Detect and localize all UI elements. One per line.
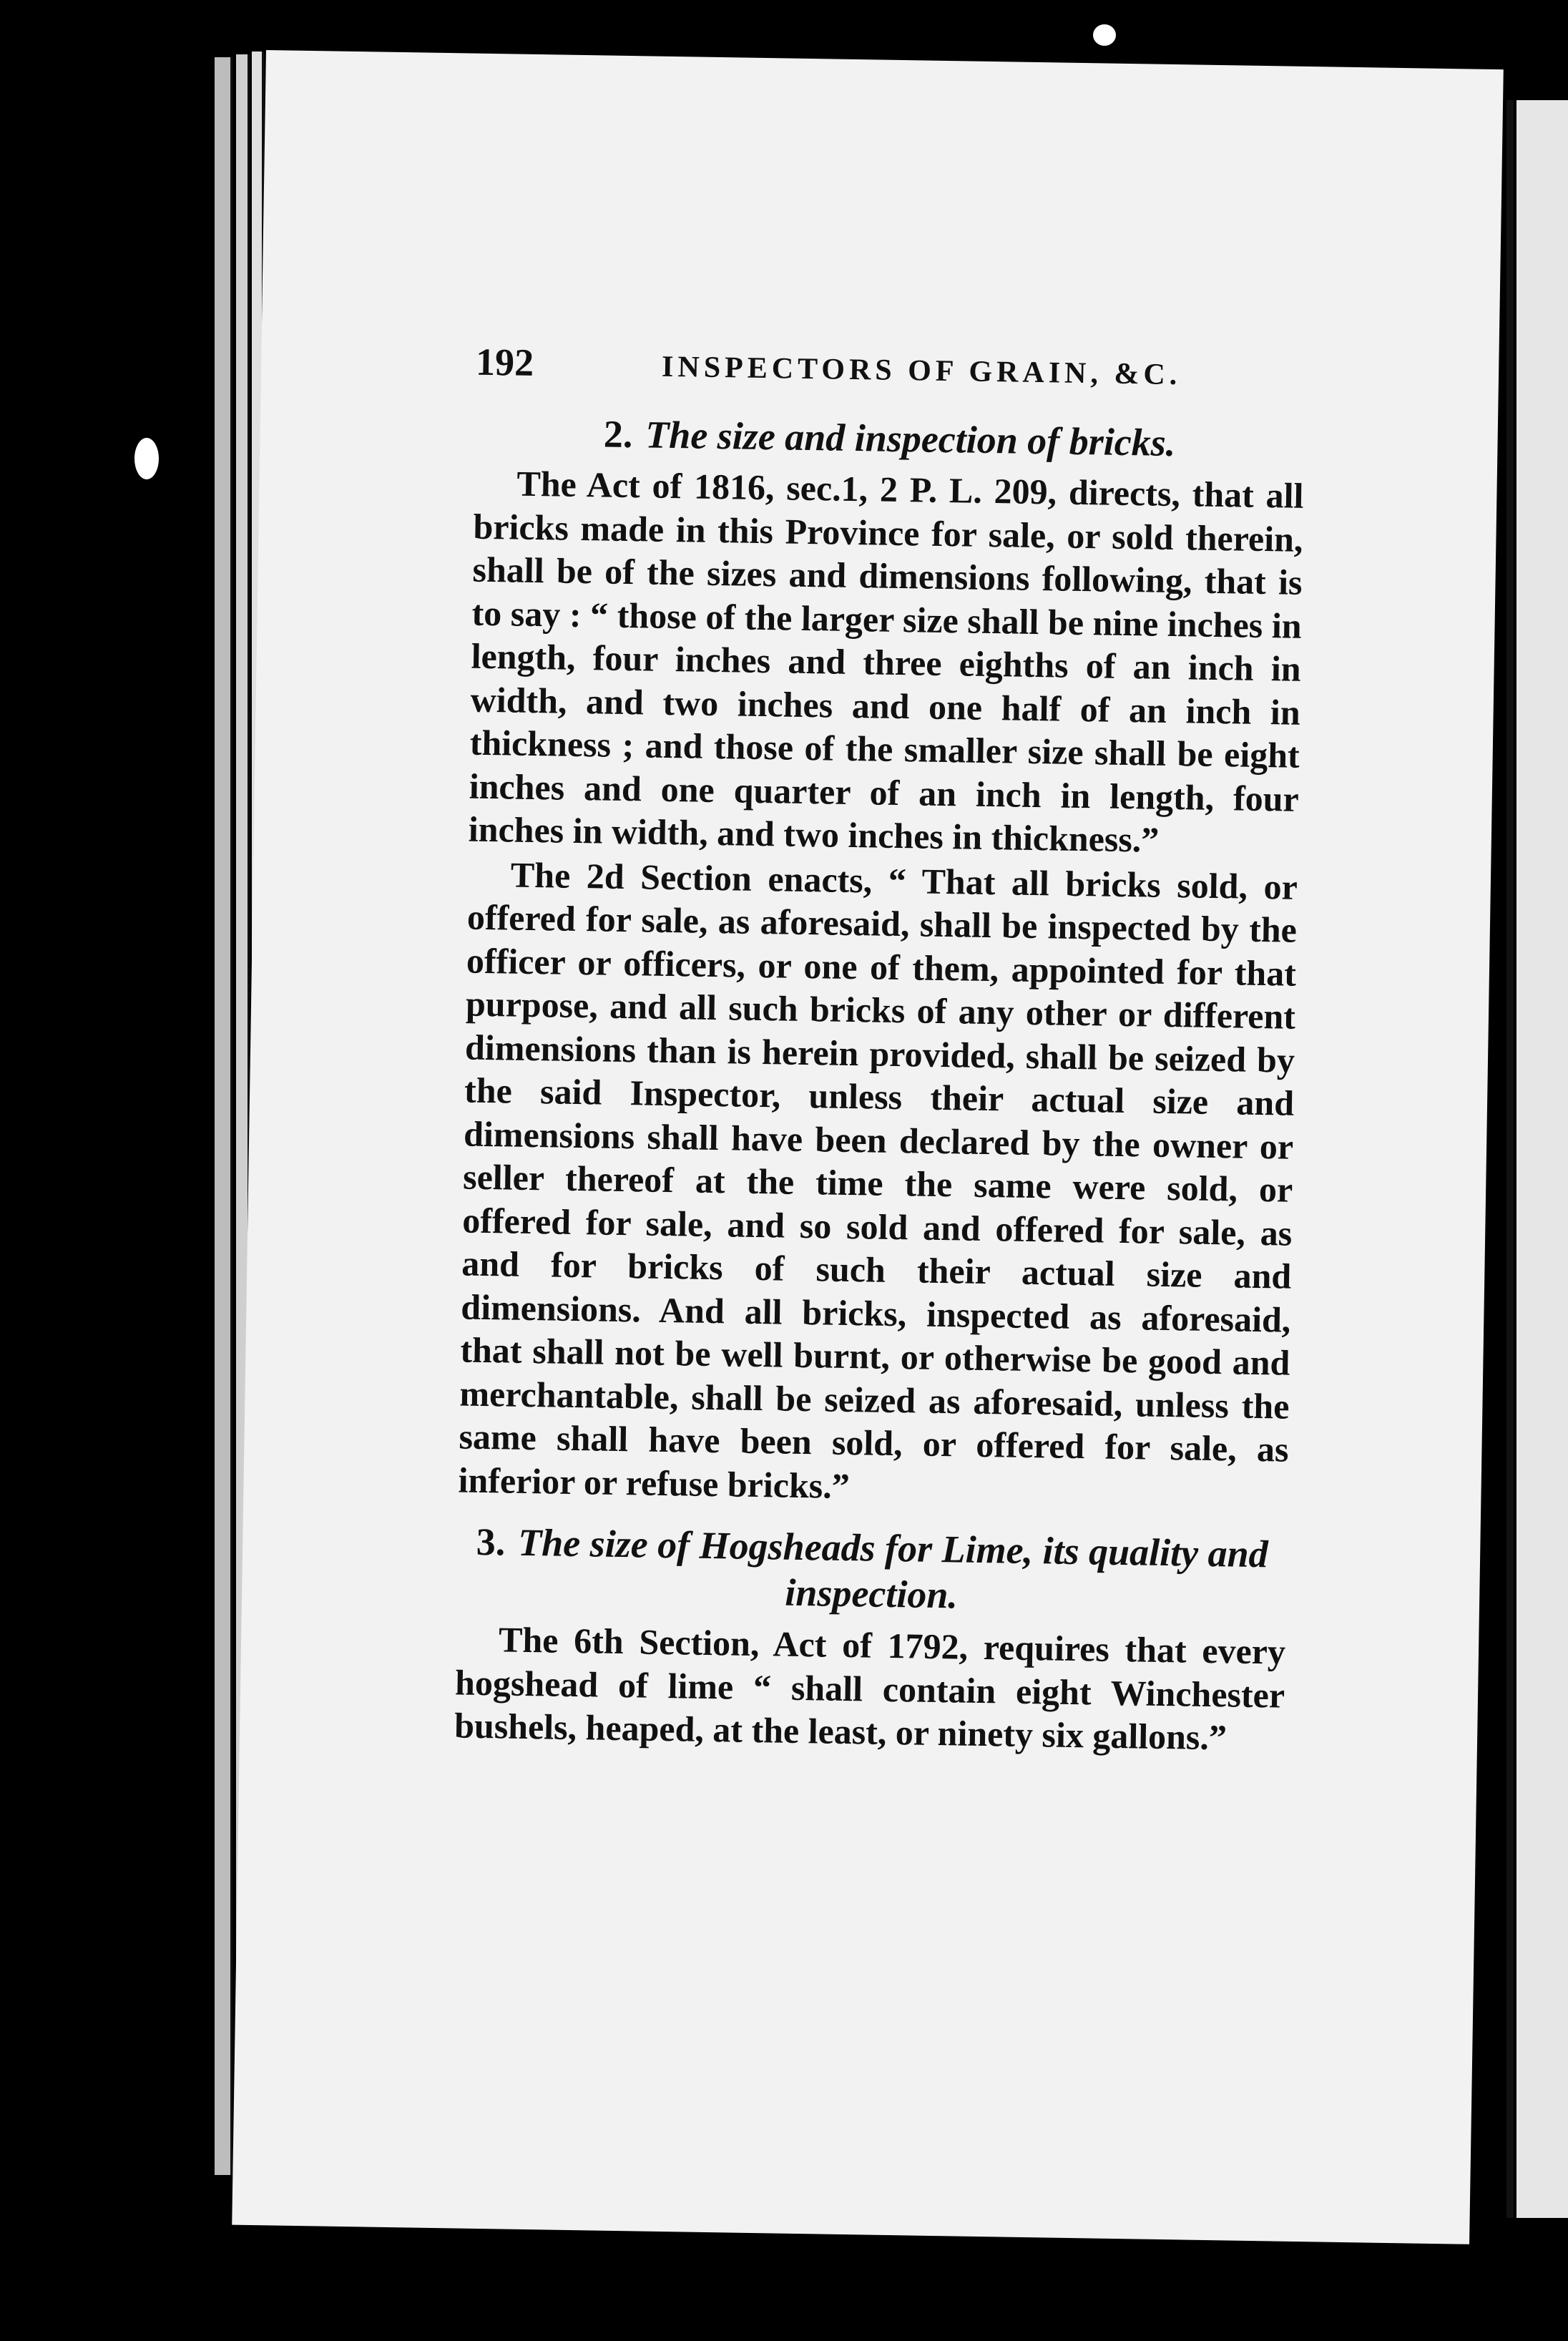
facing-page-edge: [1516, 100, 1568, 2218]
page-text: [454, 340, 1306, 1760]
scan-speck: [134, 438, 159, 479]
page-edge: [215, 57, 232, 2175]
running-title: INSPECTORS OF GRAIN, &C.: [661, 350, 1182, 392]
section-2-title: The size and inspection of bricks.: [645, 413, 1176, 465]
page-number: 192: [475, 340, 534, 384]
section-2-heading: [474, 407, 1305, 470]
section-3-heading: [456, 1518, 1288, 1623]
paragraph-2: The 2d Section enacts, “ That all bricks sold, or offered for sale, as aforesaid, shall be inspected by the officer or officers, or one of them, appointed for that purpose, and all such bricks of any other or different dimensions than is herein provided, shall be seized by the said Inspector, unless their actual size and dimensions shall have been declared by the owner or seller thereof at the time the same were sold, or offered for sale, and so sold and offered for sale, as and for bricks of such their actual size and dimensions. And all bricks, inspected as aforesaid, that shall not be well burnt, or otherwise be good and merchantable, shall be seized as aforesaid, unless the same shall have been sold, or offered for sale, as inferior or refuse bricks.”: [458, 854, 1298, 1506]
book-page: [232, 50, 1504, 2244]
scan-speck: [1093, 24, 1116, 46]
paragraph-1: The Act of 1816, sec.1, 2 P. L. 209, directs, that all bricks made in this Province for sale, or sold therein, shall be of the sizes and dimensions following, that is to say : “ those of the larger size shall be nine inches in length, four inches and three eighths of an inch in width, and two inches and one half of an inch in thickness ; and those of the smaller size shall be eight inches and one quarter of an inch in length, four inches in width, and two inches in thickness.”: [468, 463, 1304, 860]
paragraph-3: The 6th Section, Act of 1792, requires that every hogshead of lime “ shall contain eight Winchester bushels, heaped, at the least, or ninety six gallons.”: [454, 1619, 1286, 1758]
section-2-number: 2.: [603, 412, 633, 456]
section-3-number: 3.: [476, 1520, 506, 1564]
running-head: [475, 340, 1305, 410]
section-3-title: The size of Hogsheads for Lime, its quality and inspection.: [517, 1520, 1269, 1617]
